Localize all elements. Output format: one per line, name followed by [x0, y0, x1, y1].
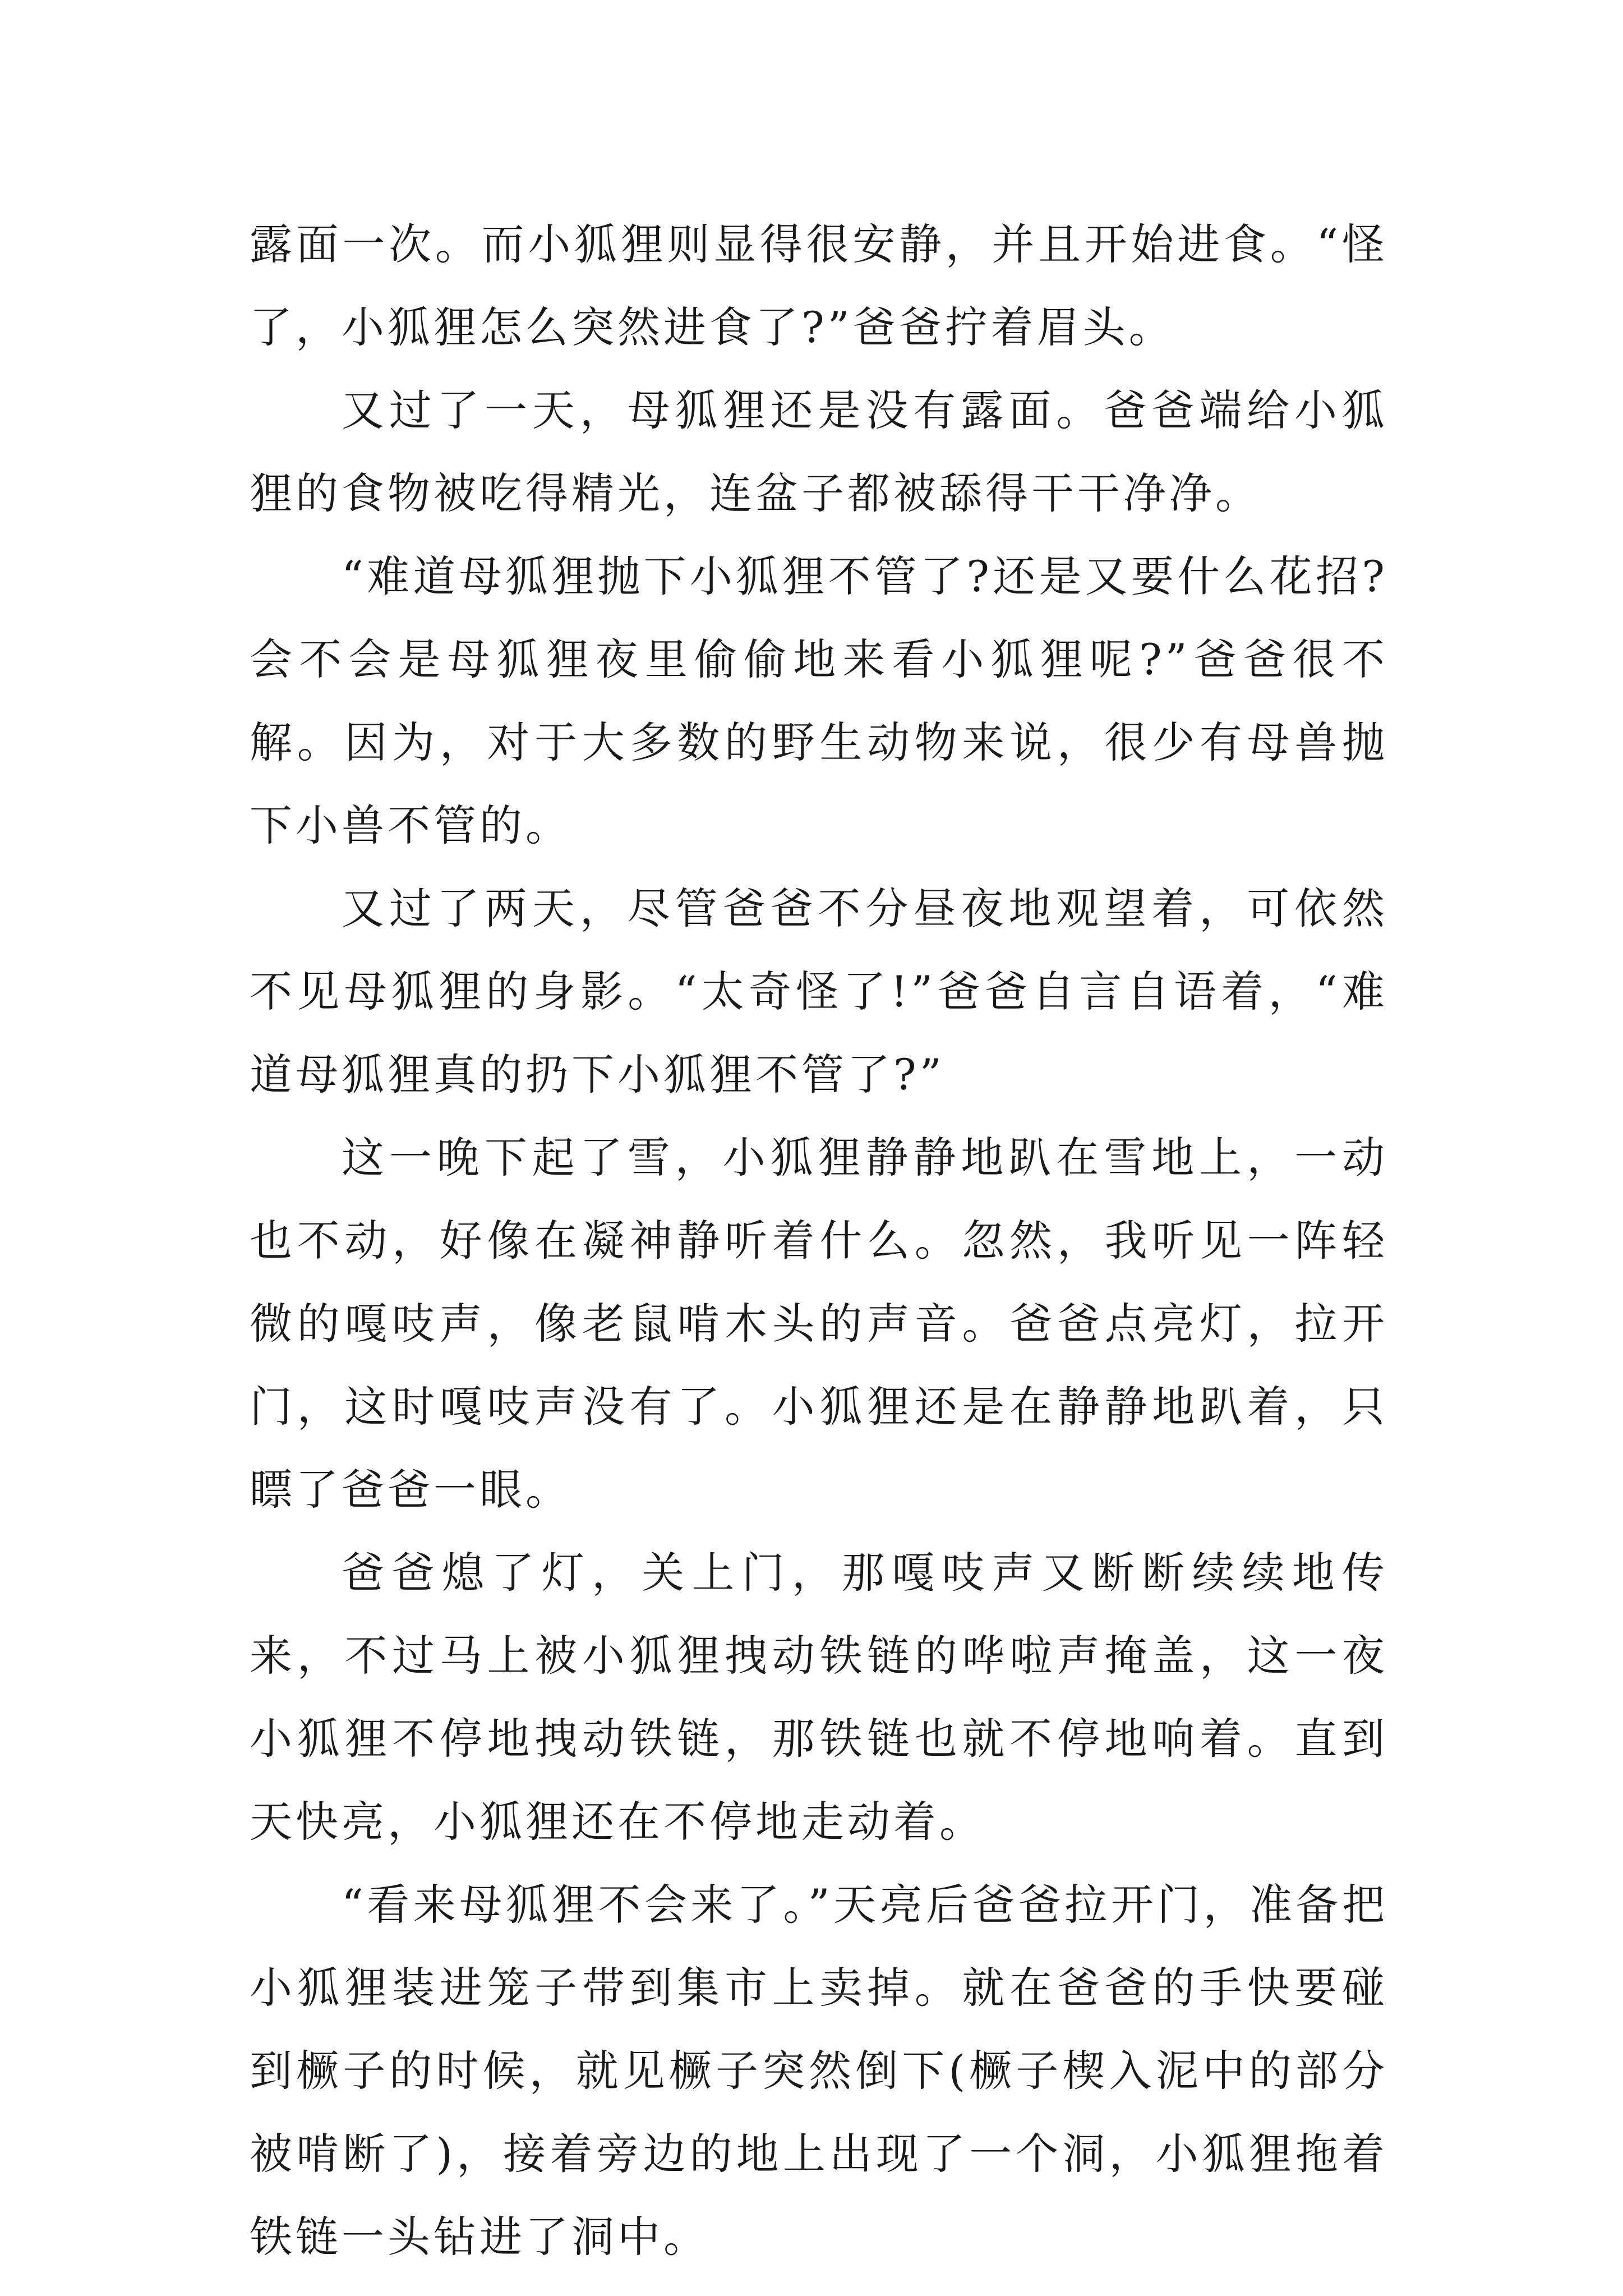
paragraph: “难道母狐狸抛下小狐狸不管了?还是又要什么花招?会不会是母狐狸夜里偷偷地来看小狐狸呢?”爸爸很不解。因为，对于大多数的野生动物来说，很少有母兽抛下小兽不管的。: [250, 551, 1388, 850]
paragraph: 又过了两天，尽管爸爸不分昼夜地观望着，可依然不见母狐狸的身影。“太奇怪了!”爸爸自言自语着，“难道母狐狸真的扔下小狐狸不管了?”: [250, 884, 1388, 1099]
body-text: [250, 203, 1388, 2279]
paragraph: 爸爸熄了灯，关上门，那嘎吱声又断断续续地传来，不过马上被小狐狸拽动铁链的哗啦声掩盖，这一夜小狐狸不停地拽动铁链，那铁链也就不停地响着。直到天快亮，小狐狸还在不停地走动着。: [250, 1548, 1388, 1847]
paragraph: 又过了一天，母狐狸还是没有露面。爸爸端给小狐狸的食物被吃得精光，连盆子都被舔得干干净净。: [250, 385, 1388, 518]
paragraph: 露面一次。而小狐狸则显得很安静，并且开始进食。“怪了，小狐狸怎么突然进食了?”爸爸拧着眉头。: [250, 219, 1388, 352]
paragraph: “看来母狐狸不会来了。”天亮后爸爸拉开门，准备把小狐狸装进笼子带到集市上卖掉。就在爸爸的手快要碰到橛子的时候，就见橛子突然倒下(橛子楔入泥中的部分被啃断了)，接着旁边的地上出现了一个洞，小狐狸拖着铁链一头钻进了洞中。: [250, 1880, 1388, 2262]
paragraph: 这一晚下起了雪，小狐狸静静地趴在雪地上，一动也不动，好像在凝神静听着什么。忽然，我听见一阵轻微的嘎吱声，像老鼠啃木头的声音。爸爸点亮灯，拉开门，这时嘎吱声没有了。小狐狸还是在静静地趴着，只瞟了爸爸一眼。: [250, 1133, 1388, 1515]
